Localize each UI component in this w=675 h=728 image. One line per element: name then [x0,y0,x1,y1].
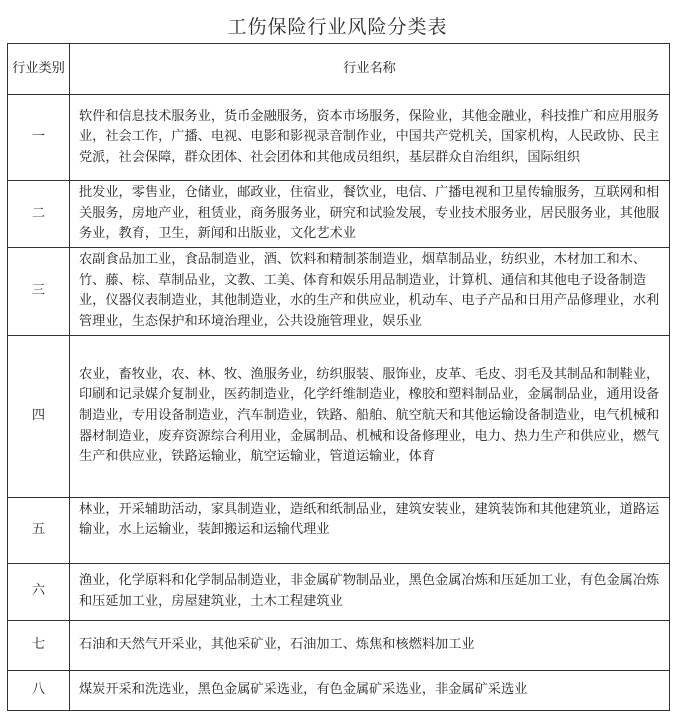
row-category: 三 [8,247,70,335]
document-title: 工伤保险行业风险分类表 [227,16,448,38]
row-industry-names: 煤炭开采和洗选业，黑色金属矿采选业，有色金属矿采选业，非金属矿采选业 [70,670,670,710]
row-industry-names: 农副食品加工业，食品制造业，酒、饮料和精制茶制造业，烟草制品业，纺织业，木材加工和木、竹、藤、棕、草制品业，文教、工美、体育和娱乐用品制造业，计算机、通信和其他电子设备制造业，仪器仪表制造业，其他制造业，水的生产和供应业，机动车、电子产品和日用产品修理业，水利管理业，生态保护和环境治理业，公共设施管理业，娱乐业 [70,247,670,335]
table-row [8,497,670,563]
table-row [8,620,670,670]
row-category: 七 [8,620,70,670]
risk-classification-table [7,43,670,711]
row-category: 八 [8,670,70,710]
table-row [8,335,670,497]
row-industry-names: 石油和天然气开采业，其他采矿业，石油加工、炼焦和核燃料加工业 [70,620,670,670]
table-row [8,247,670,335]
row-industry-names: 批发业，零售业，仓储业，邮政业，住宿业，餐饮业，电信、广播电视和卫星传输服务，互联网和相关服务，房地产业，租赁业，商务服务业，研究和试验发展，专业技术服务业，居民服务业，其他服务业，教育，卫生，新闻和出版业，文化艺术业 [70,181,670,248]
row-industry-names: 农业，畜牧业，农、林、牧、渔服务业，纺织服装、服饰业，皮革、毛皮、羽毛及其制品和制鞋业，印刷和记录媒介复制业，医药制造业，化学纤维制造业，橡胶和塑料制品业，金属制品业，通用设备制造业，专用设备制造业，汽车制造业，铁路、船舶、航空航天和其他运输设备制造业，电气机械和器材制造业，废弃资源综合利用业，金属制品、机械和设备修理业，电力、热力生产和供应业，燃气生产和供应业，铁路运输业，航空运输业，管道运输业，体育 [70,335,670,497]
table-row [8,181,670,248]
row-industry-names: 渔业，化学原料和化学制品制造业，非金属矿物制品业，黑色金属冶炼和压延加工业，有色金属冶炼和压延加工业，房屋建筑业，土木工程建筑业 [70,563,670,620]
table-header-row [8,44,670,95]
row-category: 四 [8,335,70,497]
header-industry-names: 行业名称 [70,44,670,95]
row-category: 二 [8,181,70,248]
header-category: 行业类别 [8,44,70,95]
row-category: 一 [8,95,70,181]
row-industry-names: 林业，开采辅助活动，家具制造业，造纸和纸制品业，建筑安装业，建筑装饰和其他建筑业，道路运输业，水上运输业，装卸搬运和运输代理业 [70,497,670,563]
row-industry-names: 软件和信息技术服务业，货币金融服务，资本市场服务，保险业，其他金融业，科技推广和应用服务业，社会工作，广播、电视、电影和影视录音制作业，中国共产党机关，国家机构，人民政协、民主党派，社会保障，群众团体、社会团体和其他成员组织，基层群众自治组织，国际组织 [70,95,670,181]
table-row [8,670,670,710]
table-row [8,563,670,620]
row-category: 六 [8,563,70,620]
table-row [8,95,670,181]
row-category: 五 [8,497,70,563]
